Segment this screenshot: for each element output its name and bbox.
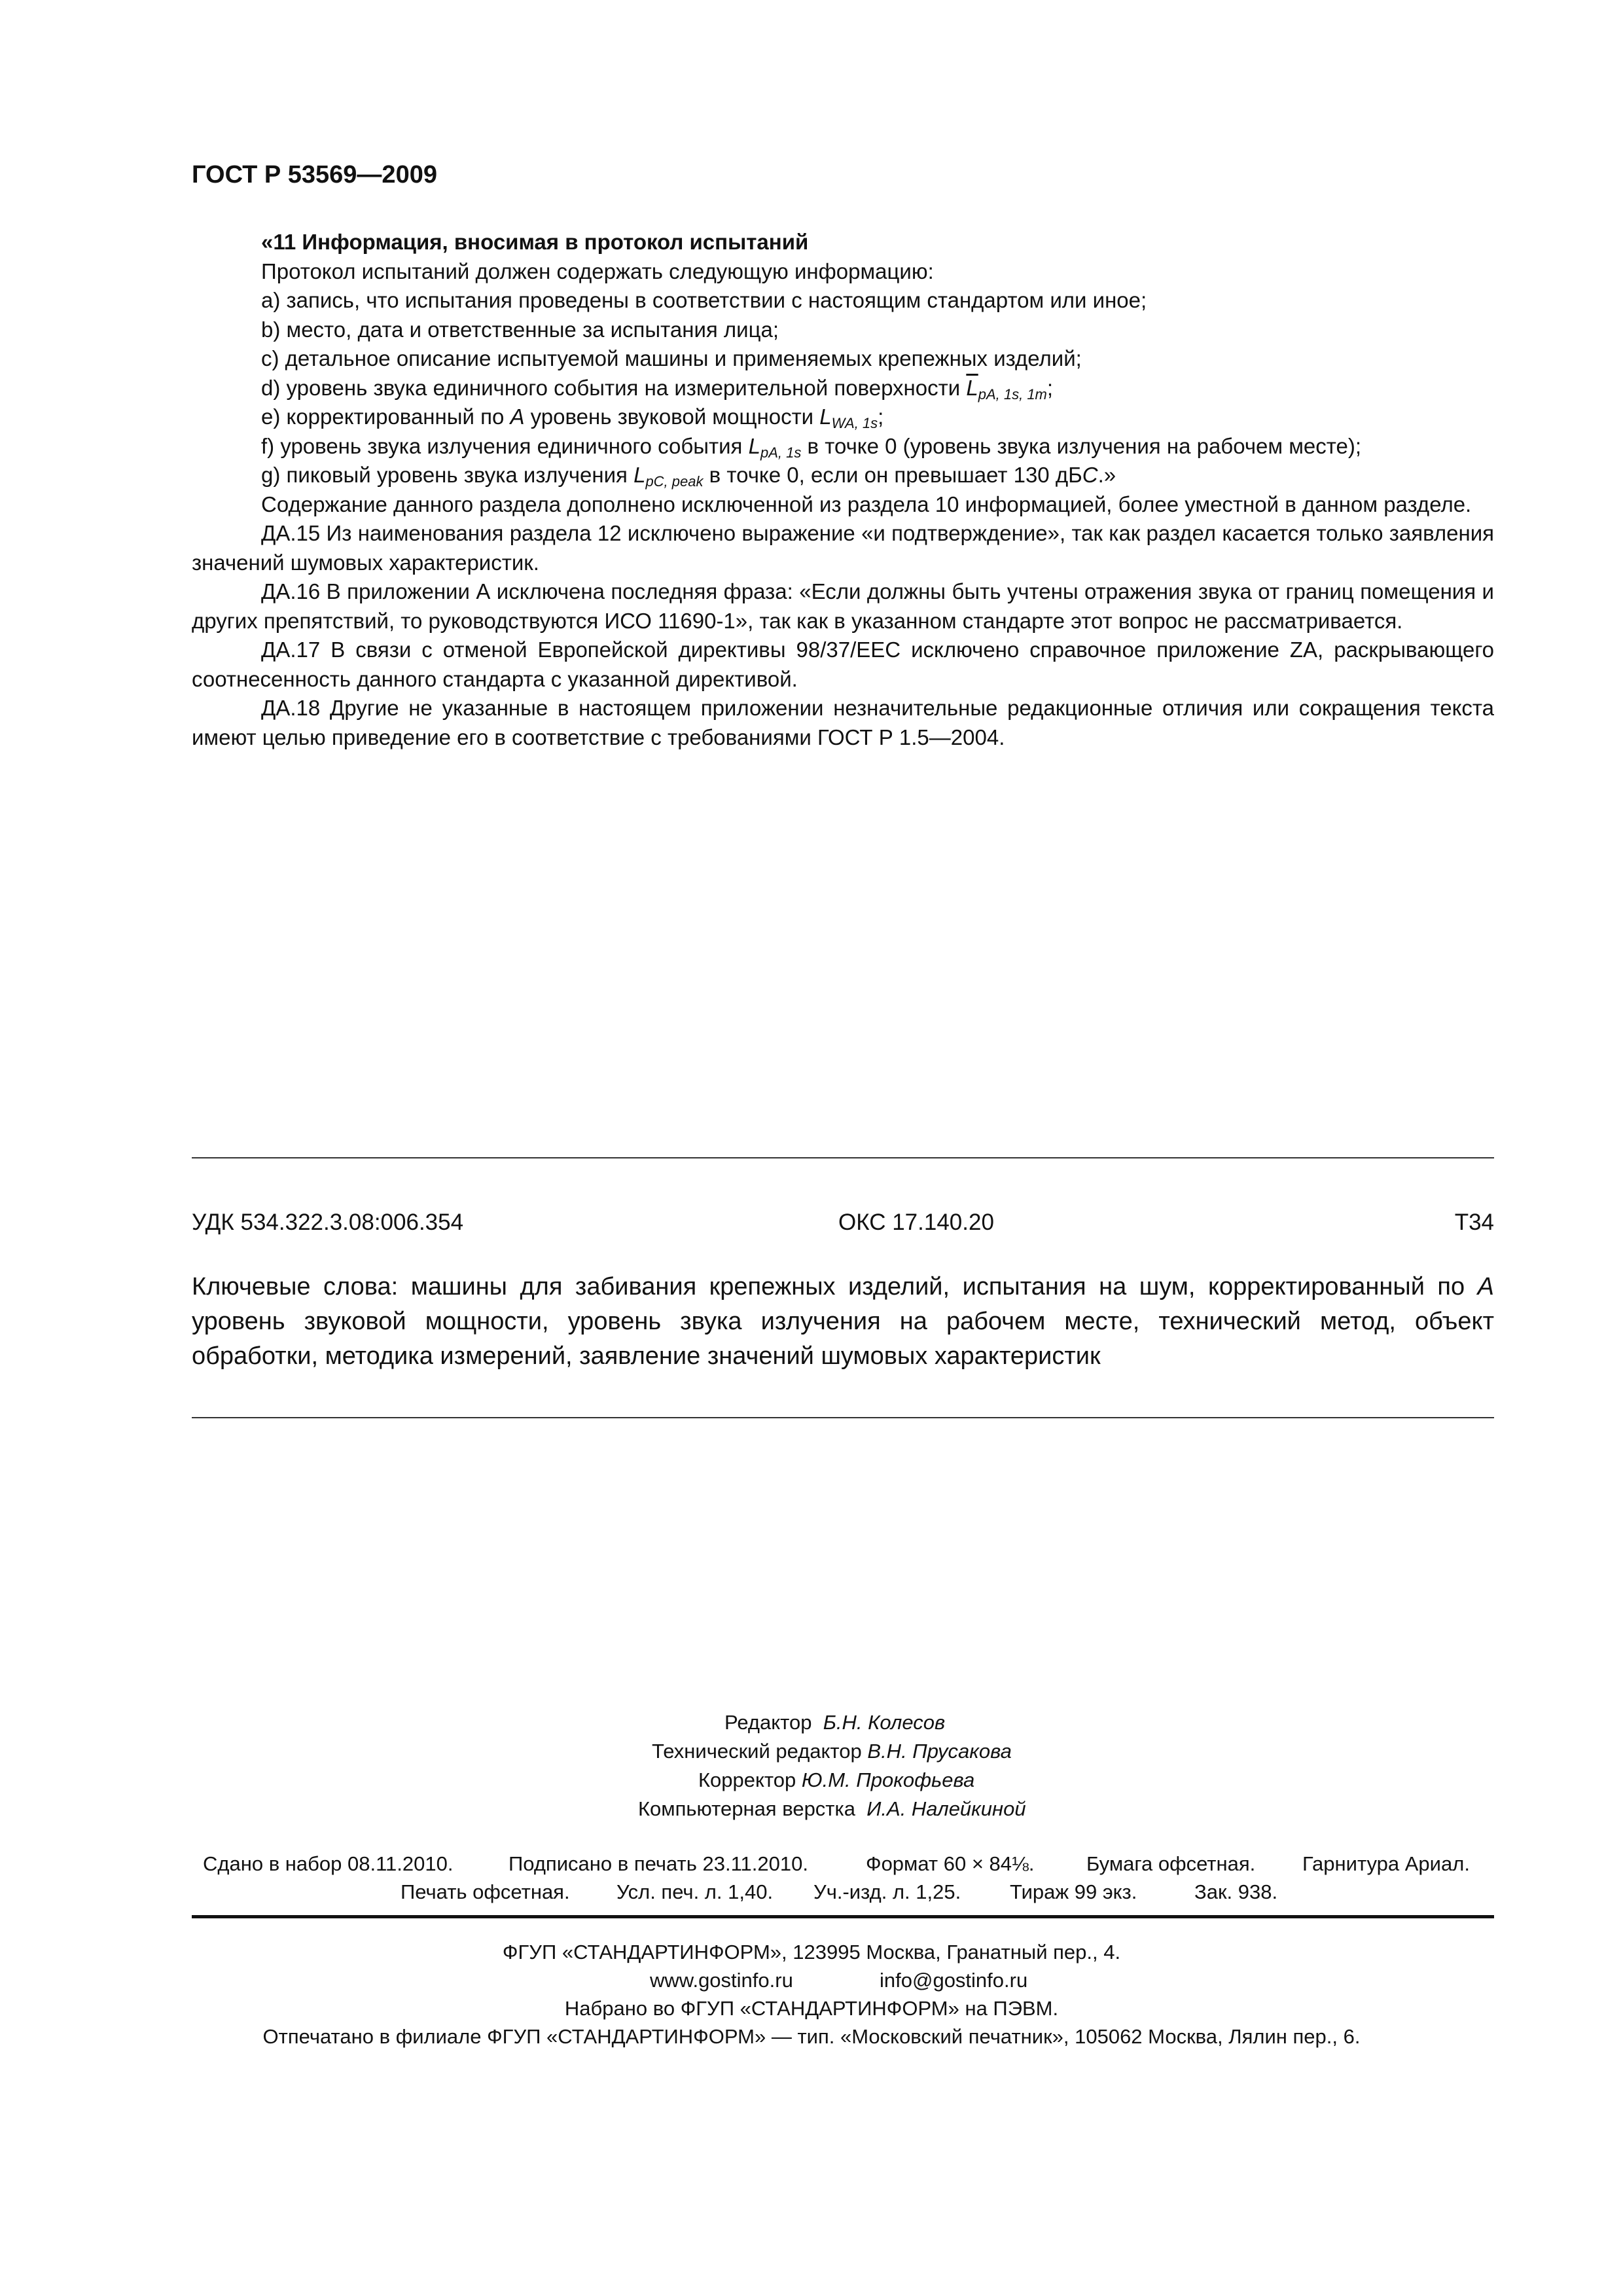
paragraph-da17: ДА.17 В связи с отменой Европейской директивы 98/37/EEC исключено справочное приложение ZA, раскрывающего соотнесенность данного стандарта с указанной директивой.: [192, 637, 1494, 691]
paragraph-da18: ДА.18 Другие не указанные в настоящем приложении незначительные редакционные отличия или сокращения текста имеют целью приведение его в соответствие с требованиями ГОСТ Р 1.5—2004.: [192, 696, 1494, 749]
list-item-d: d) уровень звука единичного события на измерительной поверхности $\overline{L}_{pA, 1s, 1m}$;: [261, 375, 1054, 403]
divider-keywords: [192, 1417, 1494, 1418]
keywords: Ключевые слова: машины для забивания крепежных изделий, испытания на шум, корректированный по A уровень звуковой мощности, уровень звука излучения на рабочем месте, технический метод, объект обработки, методика измерений, заявление значений шумовых характеристик: [192, 1273, 1494, 1370]
paragraph-da15: ДА.15 Из наименования раздела 12 исключено выражение «и подтверждение», так как раздел касается только заявления значений шумовых характеристик.: [192, 521, 1494, 575]
paragraph-da16: ДА.16 В приложении А исключена последняя фраза: «Если должны быть учтены отражения звука от границ помещения и других препятствий, то руководствуются ИСО 11690-1», так как в указанном стандарте этот вопрос не рассматривается.: [192, 579, 1494, 633]
clause-11-intro: Протокол испытаний должен содержать следующую информацию:: [261, 259, 934, 283]
divider-top: [192, 1157, 1494, 1158]
paragraph-content-note: Содержание данного раздела дополнено исключенной из раздела 10 информацией, более уместной в данном разделе.: [261, 492, 1472, 516]
printed-note: Отпечатано в филиале ФГУП «СТАНДАРТИНФОРМ» — тип. «Московский печатник», 105062 Москва, Лялин пер., 6.: [262, 2025, 1361, 2048]
list-item-f: f) уровень звука излучения единичного события $L_{pA, 1s}$ в точке 0 (уровень звука излучения на рабочем месте);: [261, 433, 1362, 461]
publisher-email: info@gostinfo.ru: [880, 1969, 1028, 1992]
credit-editor: Редактор Б.Н. Колесов: [724, 1711, 946, 1734]
list-item-e: e) корректированный по A уровень звуковой мощности $L_{WA, 1s}$;: [261, 404, 884, 431]
publisher-address: ФГУП «СТАНДАРТИНФОРМ», 123995 Москва, Гранатный пер., 4.: [502, 1941, 1121, 1964]
clause-11-title: «11 Информация, вносимая в протокол испытаний: [261, 230, 809, 254]
main-text: [192, 228, 1494, 752]
oks-code: ОКС 17.140.20: [838, 1210, 994, 1235]
classifier-code: Т34: [1454, 1210, 1494, 1235]
publisher-website: www.gostinfo.ru: [650, 1969, 793, 1992]
list-item-g: g) пиковый уровень звука излучения $L_{pC, peak}$ в точке 0, если он превышает 130 дБC.»: [261, 463, 1116, 490]
credit-corrector: Корректор Ю.М. Прокофьева: [698, 1768, 975, 1791]
symbol-l: L: [633, 463, 646, 487]
divider-bottom: [192, 1915, 1494, 1918]
symbol-l: L: [748, 433, 760, 458]
list-item-a: a) запись, что испытания проведены в соответствии с настоящим стандартом или иное;: [261, 288, 1147, 312]
symbol-l: $\overline{L}$: [966, 375, 978, 400]
list-item-c: c) детальное описание испытуемой машины и применяемых крепежных изделий;: [261, 346, 1082, 370]
list-item-b: b) место, дата и ответственные за испытания лица;: [261, 317, 779, 342]
credit-layout: Компьютерная верстка И.А. Налейкиной: [638, 1797, 1026, 1820]
typeset-note: Набрано во ФГУП «СТАНДАРТИНФОРМ» на ПЭВМ.: [564, 1997, 1059, 2020]
symbol-l: L: [819, 404, 832, 429]
udk-code: УДК 534.322.3.08:006.354: [192, 1210, 464, 1235]
credit-tech-editor: Технический редактор В.Н. Прусакова: [652, 1740, 1012, 1763]
document-header: ГОСТ Р 53569—2009: [192, 161, 437, 188]
